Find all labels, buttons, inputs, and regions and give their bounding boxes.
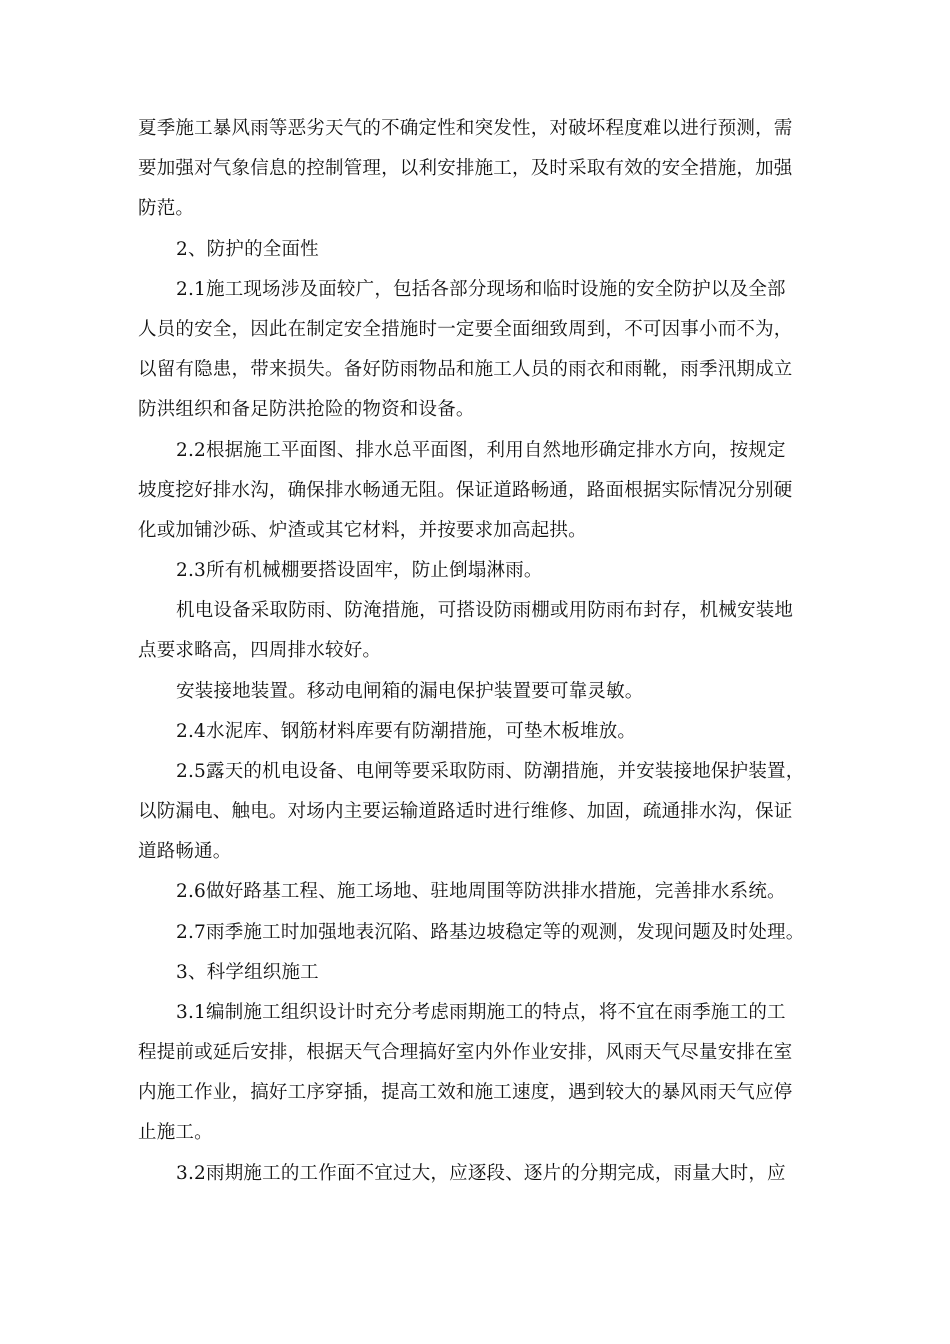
body-text-line: 2.6做好路基工程、施工场地、驻地周围等防洪排水措施，完善排水系统。 (176, 881, 786, 902)
section-heading: 2、防护的全面性 (176, 239, 319, 260)
body-text-line: 内施工作业，搞好工序穿插，提高工效和施工速度，遇到较大的暴风雨天气应停 (138, 1082, 793, 1103)
body-text-line: 化或加铺沙砾、炉渣或其它材料，并按要求加高起拱。 (138, 520, 587, 541)
body-text-line: 3.1编制施工组织设计时充分考虑雨期施工的特点，将不宜在雨季施工的工 (176, 1002, 786, 1023)
body-text-line: 防洪组织和备足防洪抢险的物资和设备。 (138, 399, 475, 420)
body-text-line: 人员的安全，因此在制定安全措施时一定要全面细致周到，不可因事小而不为， (138, 319, 793, 340)
body-text-line: 机电设备采取防雨、防淹措施，可搭设防雨棚或用防雨布封存，机械安装地 (176, 600, 794, 621)
body-text-line: 2.7雨季施工时加强地表沉陷、路基边坡稳定等的观测，发现问题及时处理。 (176, 922, 805, 943)
body-text-line: 安装接地装置。移动电闸箱的漏电保护装置要可靠灵敏。 (176, 681, 644, 702)
body-text-line: 要加强对气象信息的控制管理，以利安排施工，及时采取有效的安全措施，加强 (138, 158, 793, 179)
body-text-line: 点要求略高，四周排水较好。 (138, 640, 382, 661)
body-text-line: 2.5露天的机电设备、电闸等要采取防雨、防潮措施，并安装接地保护装置， (176, 761, 805, 782)
body-text-line: 2.2根据施工平面图、排水总平面图，利用自然地形确定排水方向，按规定 (176, 440, 786, 461)
body-text-line: 道路畅通。 (138, 841, 232, 862)
body-text-line: 2.4水泥库、钢筋材料库要有防潮措施，可垫木板堆放。 (176, 721, 637, 742)
body-text-line: 3.2雨期施工的工作面不宜过大，应逐段、逐片的分期完成，雨量大时，应 (176, 1163, 786, 1184)
body-text-line: 防范。 (138, 198, 195, 219)
body-text-line: 以留有隐患，带来损失。备好防雨物品和施工人员的雨衣和雨靴，雨季汛期成立 (138, 359, 793, 380)
body-text-line: 夏季施工暴风雨等恶劣天气的不确定性和突发性，对破坏程度难以进行预测，需 (138, 118, 793, 139)
body-text-line: 止施工。 (138, 1122, 213, 1143)
body-text-line: 2.3所有机械棚要搭设固牢，防止倒塌淋雨。 (176, 560, 543, 581)
section-heading: 3、科学组织施工 (176, 962, 319, 983)
body-text-line: 程提前或延后安排，根据天气合理搞好室内外作业安排，风雨天气尽量安排在室 (138, 1042, 793, 1063)
body-text-line: 2.1施工现场涉及面较广，包括各部分现场和临时设施的安全防护以及全部 (176, 279, 786, 300)
body-text-line: 以防漏电、触电。对场内主要运输道路适时进行维修、加固，疏通排水沟，保证 (138, 801, 793, 822)
body-text-line: 坡度挖好排水沟，确保排水畅通无阻。保证道路畅通，路面根据实际情况分别硬 (138, 480, 793, 501)
